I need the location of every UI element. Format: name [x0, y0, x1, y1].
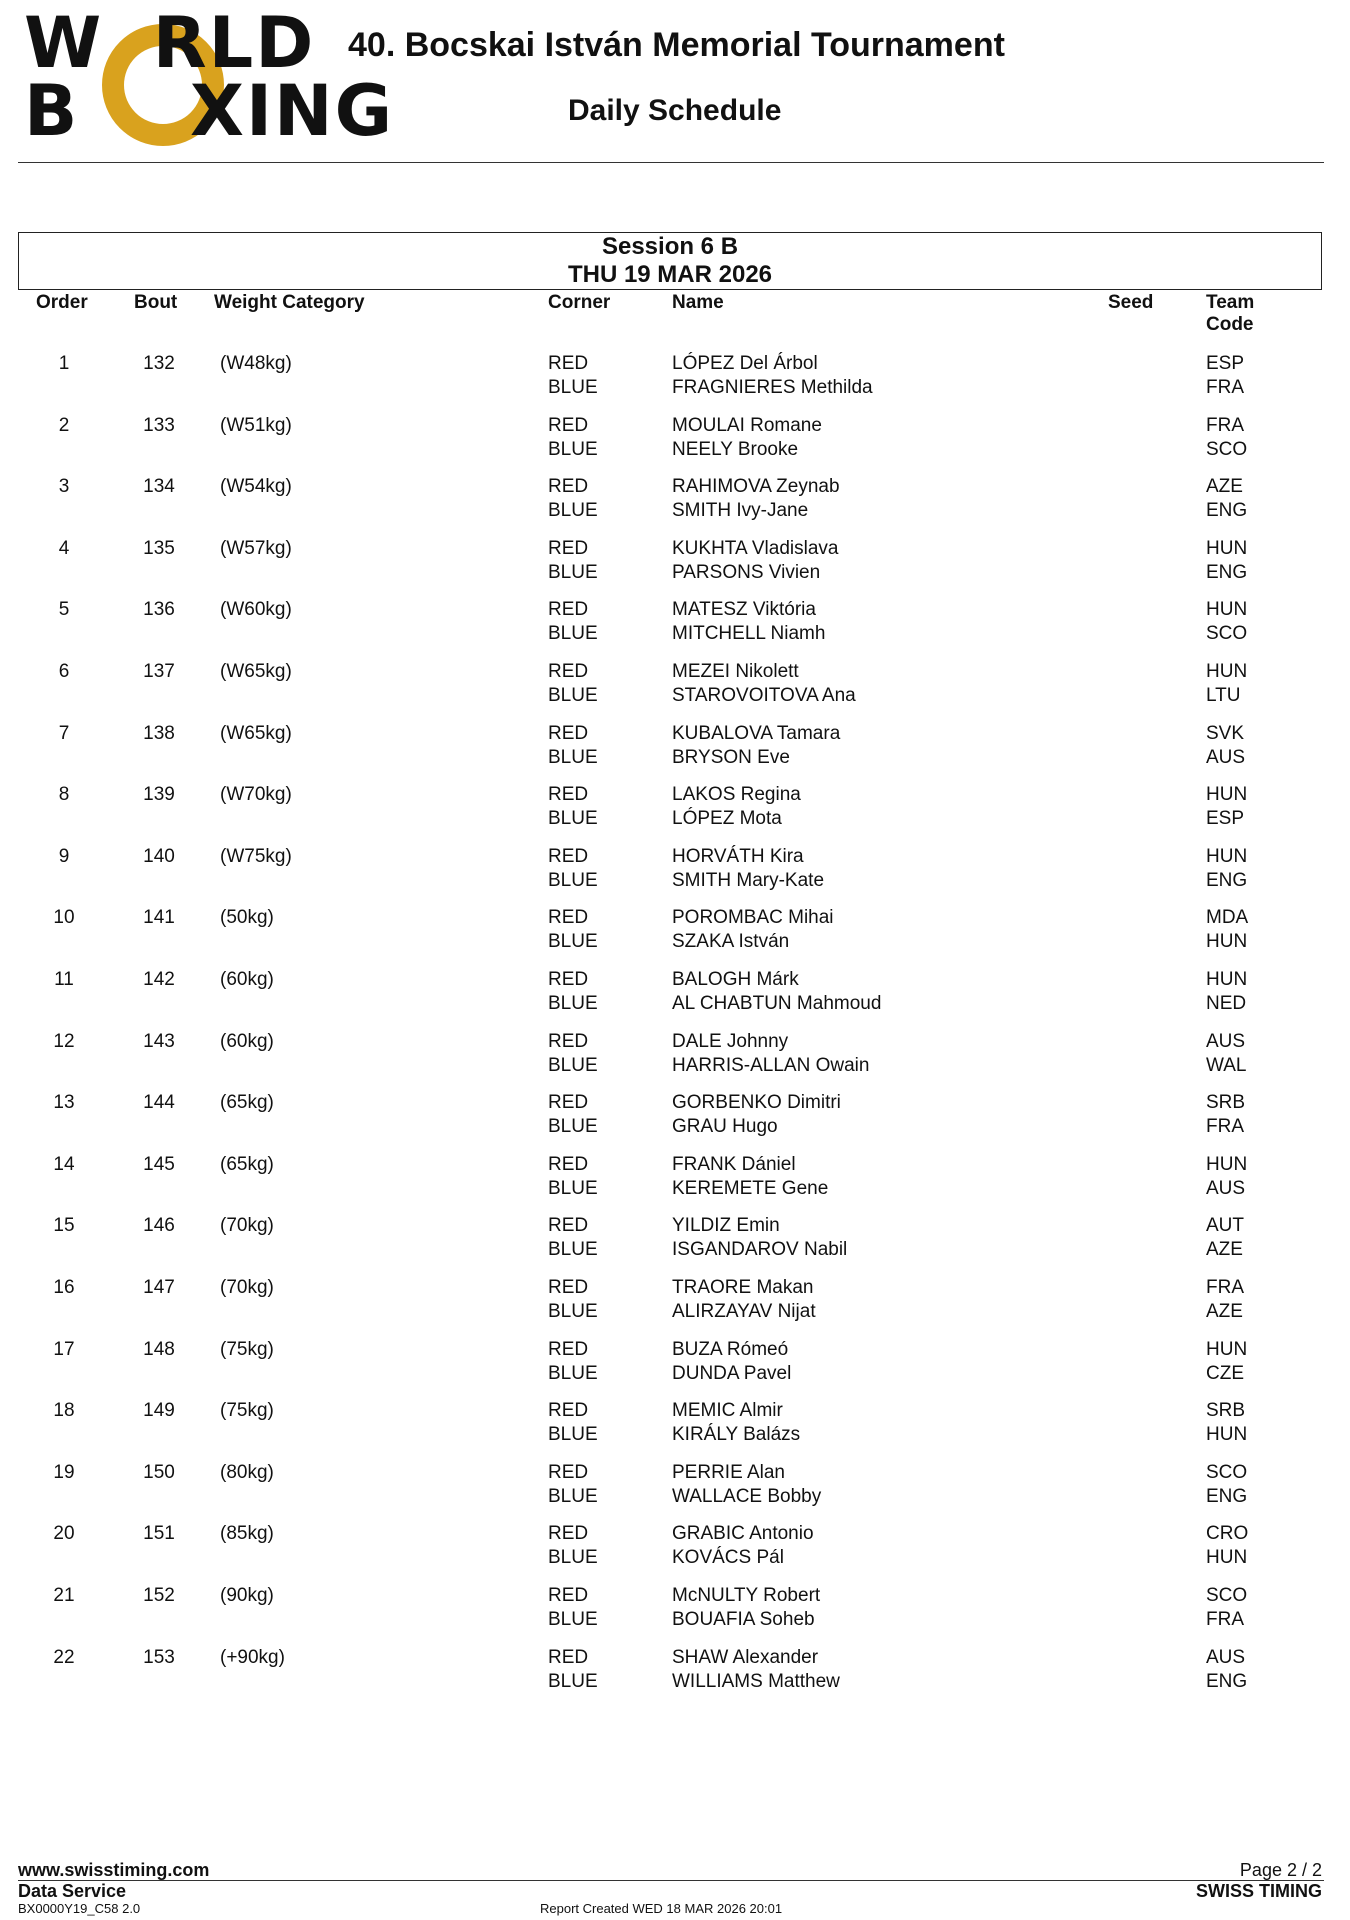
- column-header-name: Name: [672, 292, 724, 313]
- bout-order: 10: [53, 907, 75, 929]
- bout-number: 139: [143, 784, 175, 806]
- blue-boxer-name: KEREMETE Gene: [672, 1177, 829, 1199]
- red-corner: RED: [548, 1215, 589, 1237]
- red-corner: RED: [548, 1400, 589, 1422]
- weight-category: (W70kg): [220, 784, 292, 806]
- red-team-code: CRO: [1206, 1523, 1249, 1545]
- weight-category: (65kg): [220, 1092, 274, 1114]
- blue-corner: BLUE: [548, 1362, 598, 1384]
- red-corner: RED: [548, 353, 589, 374]
- bout-row: [0, 1399, 1350, 1449]
- blue-corner: BLUE: [548, 869, 598, 891]
- bout-order: 22: [53, 1646, 75, 1668]
- blue-boxer-name: WALLACE Bobby: [672, 1485, 822, 1507]
- blue-corner: BLUE: [548, 1054, 598, 1076]
- blue-corner: BLUE: [548, 1670, 598, 1692]
- blue-boxer-name: HARRIS-ALLAN Owain: [672, 1054, 870, 1076]
- bout-row: [0, 1461, 1350, 1511]
- red-corner: RED: [548, 599, 589, 621]
- blue-corner: BLUE: [548, 1609, 598, 1630]
- bout-order: 4: [58, 537, 70, 559]
- red-team-code: AUT: [1206, 1215, 1244, 1237]
- red-boxer-name: GRABIC Antonio: [672, 1523, 814, 1545]
- bout-row: [0, 968, 1350, 1018]
- weight-category: (W65kg): [220, 661, 292, 682]
- red-team-code: AZE: [1206, 476, 1243, 498]
- footer-report-created: Report Created WED 18 MAR 2026 20:01: [540, 1901, 783, 1916]
- bout-row: [0, 906, 1350, 956]
- weight-category: (W51kg): [220, 414, 292, 436]
- bout-order: 2: [58, 414, 70, 436]
- bout-row: [0, 1091, 1350, 1141]
- red-team-code: HUN: [1206, 969, 1248, 990]
- bout-row: [0, 414, 1350, 464]
- bout-row: [0, 352, 1350, 402]
- session-box: [18, 232, 1322, 290]
- bout-number: 145: [143, 1153, 175, 1175]
- blue-corner: BLUE: [548, 1424, 598, 1446]
- blue-boxer-name: FRAGNIERES Methilda: [672, 377, 873, 398]
- red-team-code: SVK: [1206, 722, 1245, 744]
- bout-order: 17: [53, 1338, 75, 1360]
- red-team-code: HUN: [1206, 1153, 1248, 1175]
- blue-corner: BLUE: [548, 1485, 598, 1507]
- weight-category: (W48kg): [220, 353, 292, 374]
- red-corner: RED: [548, 1277, 589, 1298]
- red-corner: RED: [548, 1030, 589, 1052]
- bout-order: 13: [53, 1092, 75, 1114]
- bout-row: [0, 1214, 1350, 1264]
- red-corner: RED: [548, 476, 589, 498]
- blue-boxer-name: SMITH Mary-Kate: [672, 869, 825, 891]
- bout-order: 12: [53, 1030, 75, 1052]
- bout-order: 9: [58, 845, 70, 867]
- blue-team-code: AUS: [1206, 746, 1246, 768]
- red-team-code: FRA: [1206, 414, 1244, 436]
- blue-boxer-name: ISGANDAROV Nabil: [672, 1239, 848, 1261]
- blue-corner: BLUE: [548, 931, 598, 953]
- red-corner: RED: [548, 661, 589, 682]
- bout-order: 6: [58, 661, 70, 682]
- red-corner: RED: [548, 845, 589, 867]
- column-header-team-code: [1206, 292, 1254, 336]
- bout-number: 144: [143, 1092, 175, 1114]
- red-boxer-name: DALE Johnny: [672, 1030, 789, 1052]
- blue-team-code: ENG: [1206, 500, 1248, 522]
- red-corner: RED: [548, 537, 589, 559]
- weight-category: (+90kg): [220, 1646, 285, 1668]
- bout-number: 140: [143, 845, 175, 867]
- weight-category: (W60kg): [220, 599, 292, 621]
- red-boxer-name: GORBENKO Dimitri: [672, 1092, 841, 1114]
- weight-category: (80kg): [220, 1461, 274, 1483]
- bout-order: 21: [53, 1585, 75, 1606]
- footer-url[interactable]: www.swisstiming.com: [18, 1860, 210, 1880]
- bout-number: 151: [143, 1523, 175, 1545]
- blue-team-code: SCO: [1206, 623, 1248, 645]
- blue-corner: BLUE: [548, 377, 598, 398]
- red-corner: RED: [548, 1585, 589, 1606]
- bout-order: 14: [53, 1153, 75, 1175]
- bout-row: [0, 1584, 1350, 1634]
- blue-corner: BLUE: [548, 438, 598, 460]
- blue-team-code: AZE: [1206, 1239, 1243, 1261]
- blue-corner: BLUE: [548, 993, 598, 1014]
- blue-corner: BLUE: [548, 500, 598, 522]
- bout-row: [0, 1522, 1350, 1572]
- blue-team-code: ENG: [1206, 561, 1248, 583]
- bout-order: 1: [58, 353, 70, 374]
- bout-order: 11: [54, 969, 74, 990]
- blue-team-code: ENG: [1206, 1485, 1248, 1507]
- footer-data-service: Data Service: [18, 1881, 127, 1901]
- footer-provider: SWISS TIMING: [1196, 1881, 1322, 1901]
- red-boxer-name: YILDIZ Emin: [672, 1215, 780, 1237]
- red-corner: RED: [548, 1092, 589, 1114]
- blue-corner: BLUE: [548, 685, 598, 706]
- red-boxer-name: RAHIMOVA Zeynab: [672, 476, 840, 498]
- bout-number: 146: [143, 1215, 175, 1237]
- red-boxer-name: LAKOS Regina: [672, 784, 801, 806]
- blue-team-code: HUN: [1206, 1424, 1248, 1446]
- red-boxer-name: BUZA Rómeó: [672, 1338, 789, 1360]
- blue-team-code: FRA: [1206, 1609, 1244, 1630]
- footer-page-number: Page 2 / 2: [1239, 1860, 1322, 1880]
- blue-boxer-name: DUNDA Pavel: [672, 1362, 792, 1384]
- red-team-code: HUN: [1206, 661, 1248, 682]
- blue-boxer-name: KIRÁLY Balázs: [672, 1424, 801, 1446]
- blue-boxer-name: WILLIAMS Matthew: [672, 1670, 840, 1692]
- blue-boxer-name: KOVÁCS Pál: [672, 1547, 784, 1569]
- weight-category: (70kg): [220, 1215, 274, 1237]
- bout-row: [0, 660, 1350, 710]
- column-header-seed: Seed: [1108, 292, 1154, 313]
- bout-number: 134: [143, 476, 175, 498]
- red-team-code: HUN: [1206, 537, 1248, 559]
- blue-team-code: HUN: [1206, 931, 1248, 953]
- weight-category: (65kg): [220, 1153, 274, 1175]
- bout-number: 135: [143, 537, 175, 559]
- weight-category: (W54kg): [220, 476, 292, 498]
- red-corner: RED: [548, 907, 589, 929]
- bout-order: 18: [53, 1400, 75, 1422]
- red-boxer-name: KUKHTA Vladislava: [672, 537, 839, 559]
- bout-order: 7: [58, 722, 70, 744]
- column-header-weight: Weight Category: [214, 292, 365, 313]
- red-boxer-name: LÓPEZ Del Árbol: [672, 353, 818, 374]
- column-header-bout: Bout: [134, 292, 178, 313]
- logo-letters-xing: XING: [190, 70, 395, 152]
- red-corner: RED: [548, 784, 589, 806]
- bout-number: 138: [143, 722, 175, 744]
- blue-boxer-name: BRYSON Eve: [672, 746, 790, 768]
- session-date: THU 19 MAR 2026: [567, 261, 773, 288]
- blue-boxer-name: GRAU Hugo: [672, 1116, 778, 1138]
- red-boxer-name: KUBALOVA Tamara: [672, 722, 841, 744]
- blue-boxer-name: SZAKA István: [672, 931, 790, 953]
- blue-boxer-name: PARSONS Vivien: [672, 561, 821, 583]
- column-header-team-line1: Team: [1206, 292, 1255, 313]
- column-header-corner: Corner: [548, 292, 611, 313]
- blue-corner: BLUE: [548, 1177, 598, 1199]
- bout-order: 5: [58, 599, 70, 621]
- blue-corner: BLUE: [548, 561, 598, 583]
- blue-team-code: CZE: [1206, 1362, 1244, 1384]
- bout-order: 3: [58, 476, 70, 498]
- logo-letters-rld: RLD: [100, 2, 316, 84]
- logo-letter-w: W: [24, 2, 104, 84]
- blue-boxer-name: MITCHELL Niamh: [672, 623, 826, 645]
- bout-row: [0, 598, 1350, 648]
- bout-order: 16: [53, 1277, 75, 1298]
- bout-order: 15: [53, 1215, 75, 1237]
- bout-number: 133: [143, 414, 175, 436]
- bout-row: [0, 1646, 1350, 1696]
- red-boxer-name: MATESZ Viktória: [672, 599, 816, 621]
- bout-order: 20: [53, 1523, 75, 1545]
- red-team-code: MDA: [1206, 907, 1249, 929]
- bout-row: [0, 722, 1350, 772]
- blue-boxer-name: AL CHABTUN Mahmoud: [672, 993, 882, 1014]
- blue-boxer-name: BOUAFIA Soheb: [672, 1609, 815, 1630]
- bout-row: [0, 537, 1350, 587]
- blue-team-code: SCO: [1206, 438, 1248, 460]
- red-team-code: ESP: [1206, 353, 1245, 374]
- bout-order: 19: [53, 1461, 75, 1483]
- weight-category: (60kg): [220, 969, 274, 990]
- blue-corner: BLUE: [548, 623, 598, 645]
- red-corner: RED: [548, 1461, 589, 1483]
- red-boxer-name: POROMBAC Mihai: [672, 907, 834, 929]
- red-boxer-name: TRAORE Makan: [672, 1277, 814, 1298]
- blue-boxer-name: STAROVOITOVA Ana: [672, 685, 856, 706]
- red-team-code: HUN: [1206, 599, 1248, 621]
- bout-number: 150: [143, 1461, 175, 1483]
- weight-category: (90kg): [220, 1585, 274, 1606]
- red-corner: RED: [548, 414, 589, 436]
- red-boxer-name: MOULAI Romane: [672, 414, 822, 436]
- red-corner: RED: [548, 722, 589, 744]
- red-boxer-name: FRANK Dániel: [672, 1153, 796, 1175]
- blue-corner: BLUE: [548, 1239, 598, 1261]
- weight-category: (W75kg): [220, 845, 292, 867]
- red-team-code: SCO: [1206, 1461, 1248, 1483]
- session-name: Session 6 B: [601, 233, 739, 260]
- red-team-code: HUN: [1206, 784, 1248, 806]
- blue-team-code: WAL: [1206, 1054, 1247, 1076]
- red-boxer-name: BALOGH Márk: [672, 969, 799, 990]
- tournament-title: 40. Bocskai István Memorial Tournament: [348, 26, 1005, 64]
- red-boxer-name: MEMIC Almir: [672, 1400, 783, 1422]
- weight-category: (70kg): [220, 1277, 274, 1298]
- bout-number: 152: [143, 1585, 175, 1606]
- red-boxer-name: PERRIE Alan: [672, 1461, 785, 1483]
- bout-row: [0, 845, 1350, 895]
- bout-row: [0, 1338, 1350, 1388]
- red-boxer-name: McNULTY Robert: [672, 1585, 821, 1606]
- bout-number: 141: [143, 907, 175, 929]
- footer-divider: [18, 1880, 1324, 1881]
- bout-order: 8: [58, 784, 70, 806]
- bout-row: [0, 783, 1350, 833]
- logo-letter-b: B: [24, 70, 80, 152]
- blue-boxer-name: LÓPEZ Mota: [672, 808, 782, 830]
- blue-team-code: AUS: [1206, 1177, 1246, 1199]
- page-subtitle: Daily Schedule: [568, 94, 782, 127]
- blue-boxer-name: SMITH Ivy-Jane: [672, 500, 809, 522]
- blue-corner: BLUE: [548, 1116, 598, 1138]
- blue-team-code: AZE: [1206, 1301, 1243, 1322]
- header-divider: [18, 162, 1324, 163]
- red-corner: RED: [548, 1523, 589, 1545]
- red-boxer-name: SHAW Alexander: [672, 1646, 819, 1668]
- blue-corner: BLUE: [548, 808, 598, 830]
- bout-number: 132: [143, 353, 175, 374]
- red-corner: RED: [548, 1646, 589, 1668]
- bout-row: [0, 1153, 1350, 1203]
- blue-team-code: ESP: [1206, 808, 1245, 830]
- weight-category: (W65kg): [220, 722, 292, 744]
- weight-category: (50kg): [220, 907, 274, 929]
- weight-category: (60kg): [220, 1030, 274, 1052]
- bout-number: 143: [143, 1030, 175, 1052]
- blue-team-code: LTU: [1206, 685, 1241, 706]
- bout-number: 149: [143, 1400, 175, 1422]
- blue-team-code: NED: [1206, 993, 1247, 1014]
- red-team-code: FRA: [1206, 1277, 1244, 1298]
- weight-category: (85kg): [220, 1523, 274, 1545]
- blue-corner: BLUE: [548, 1301, 598, 1322]
- bout-row: [0, 1030, 1350, 1080]
- column-header-team-line2: Code: [1206, 314, 1254, 335]
- red-corner: RED: [548, 969, 589, 990]
- red-boxer-name: MEZEI Nikolett: [672, 661, 799, 682]
- red-team-code: HUN: [1206, 845, 1248, 867]
- red-corner: RED: [548, 1153, 589, 1175]
- bout-number: 153: [143, 1646, 175, 1668]
- bout-number: 136: [143, 599, 175, 621]
- blue-team-code: FRA: [1206, 377, 1244, 398]
- bout-number: 142: [143, 969, 175, 990]
- red-team-code: SRB: [1206, 1092, 1246, 1114]
- weight-category: (W57kg): [220, 537, 292, 559]
- red-team-code: AUS: [1206, 1646, 1246, 1668]
- bout-number: 137: [143, 661, 175, 682]
- blue-team-code: ENG: [1206, 1670, 1248, 1692]
- bout-number: 147: [143, 1277, 175, 1298]
- blue-team-code: ENG: [1206, 869, 1248, 891]
- red-team-code: HUN: [1206, 1338, 1248, 1360]
- blue-boxer-name: NEELY Brooke: [672, 438, 799, 460]
- bout-number: 148: [143, 1338, 175, 1360]
- blue-team-code: FRA: [1206, 1116, 1244, 1138]
- weight-category: (75kg): [220, 1400, 274, 1422]
- red-team-code: SCO: [1206, 1585, 1248, 1606]
- bout-row: [0, 475, 1350, 525]
- red-team-code: AUS: [1206, 1030, 1246, 1052]
- blue-corner: BLUE: [548, 1547, 598, 1569]
- red-team-code: SRB: [1206, 1400, 1246, 1422]
- blue-corner: BLUE: [548, 746, 598, 768]
- footer-doc-code: BX0000Y19_C58 2.0: [18, 1901, 141, 1916]
- blue-boxer-name: ALIRZAYAV Nijat: [672, 1301, 816, 1322]
- bout-row: [0, 1276, 1350, 1326]
- weight-category: (75kg): [220, 1338, 274, 1360]
- red-corner: RED: [548, 1338, 589, 1360]
- red-boxer-name: HORVÁTH Kira: [672, 845, 804, 867]
- blue-team-code: HUN: [1206, 1547, 1248, 1569]
- column-header-order: Order: [36, 292, 88, 313]
